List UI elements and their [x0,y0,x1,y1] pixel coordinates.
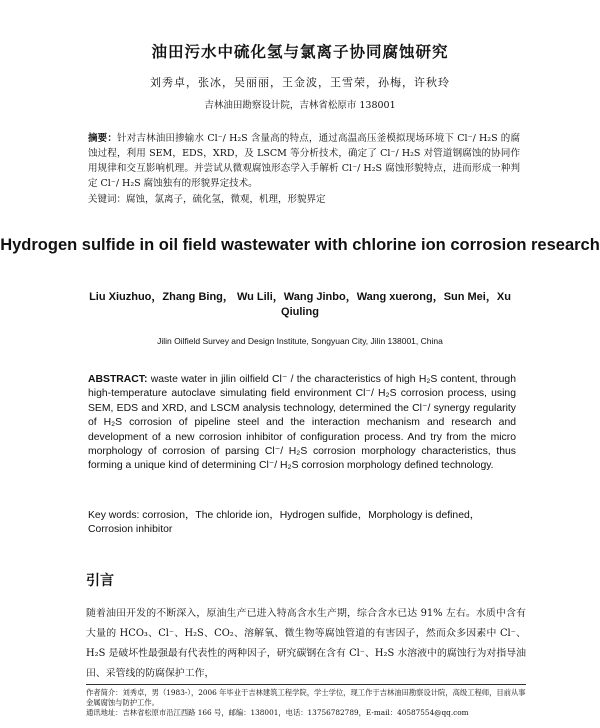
chinese-title: 油田污水中硫化氢与氯离子协同腐蚀研究 [151,43,449,61]
chinese-authors: 刘秀卓，张冰，吴丽丽，王金波，王雪荣，孙梅，许秋玲 [150,76,450,89]
english-abstract [88,373,516,474]
english-authors: Liu Xiuzhuo，Zhang Bing， Wu Lili，Wang Jinbo，Wang xuerong，Sun Mei，Xu Qiuling [89,291,511,318]
chinese-affiliation: 吉林油田勘察设计院，吉林省松原市 138001 [204,100,396,111]
english-affiliation: Jilin Oilfield Survey and Design Institute, Songyuan City, Jilin 138001, China [157,336,443,346]
chinese-abstract-label: 摘要： [88,133,118,144]
english-keywords: Key words: corrosion，The chloride ion，Hydrogen sulfide，Morphology is defined，Corrosion inhibitor [88,510,481,536]
introduction-heading: 引言 [86,573,114,589]
english-abstract-text: waste water in jilin oilfield Cl⁻ / the characteristics of high H₂S content, through high-temperature autoclave simulating field environment Cl⁻/ H₂S corrosion process, using SEM, EDS and XRD, and LSCM analysis technology, determined the Cl⁻/ synergy regularity of H₂S corrosion of pipeline steel and the interaction mechanism and research and development of a new corrosion inhibitor of configuration process. And try from the micro morphology of corrosion of parsing Cl⁻/ H₂S corrosion morphology characteristics, thus forming a unique kind of determining Cl⁻/ H₂S corrosion morphology defined technology. [88,374,516,472]
english-title: Hydrogen sulfide in oil field wastewater with chlorine ion corrosion research [0,236,600,254]
chinese-keywords-label: 关键词： [88,194,127,205]
chinese-abstract-text: 针对吉林油田掺输水 Cl⁻/ H₂S 含量高的特点，通过高温高压釜模拟现场环境下 Cl⁻/ H₂S 的腐蚀过程，利用 SEM，EDS，XRD，及 LSCM 等分析技术，确定了 Cl⁻/ H₂S 对管道钢腐蚀的协同作用规律和交互影响机理。并尝试从微观腐蚀形态学入手解析 Cl⁻/ H₂S 腐蚀形貌特点，进而形成一种判定 Cl⁻/ H₂S 腐蚀独有的形貌界定技术。 [88,133,520,189]
footnote-author-bio: 作者简介：刘秀卓，男（1983-），2006 年毕业于吉林建筑工程学院，学士学位，现工作于吉林油田勘察设计院，高级工程师，目前从事金属腐蚀与防护工作。 [86,688,526,707]
footnote-divider [86,684,526,685]
footnote [86,688,526,718]
footnote-contact: 通讯地址：吉林省松原市沿江西路 166 号，邮编：138001，电话：13756782789，E-mail：40587554@qq.com [86,708,469,717]
introduction-body: 随着油田开发的不断深入，原油生产已进入特高含水生产期，综合含水已达 91% 左右。水质中含有大量的 HCO₃、Cl⁻、H₂S、CO₂、溶解氧、微生物等腐蚀管道的有害因子，然而众多因素中 Cl⁻、H₂S 是破坏性最强最有代表性的两种因子，研究碳钢在含有 Cl⁻、H₂S 水溶液中的腐蚀行为对指导油田、采管线的防腐保护工作， [86,608,526,679]
chinese-abstract [88,131,520,191]
chinese-keywords [88,192,520,207]
chinese-keywords-text: 腐蚀，氯离子，硫化氢，微观，机理，形貌界定 [126,194,326,205]
english-abstract-label: ABSTRACT: [88,374,148,385]
